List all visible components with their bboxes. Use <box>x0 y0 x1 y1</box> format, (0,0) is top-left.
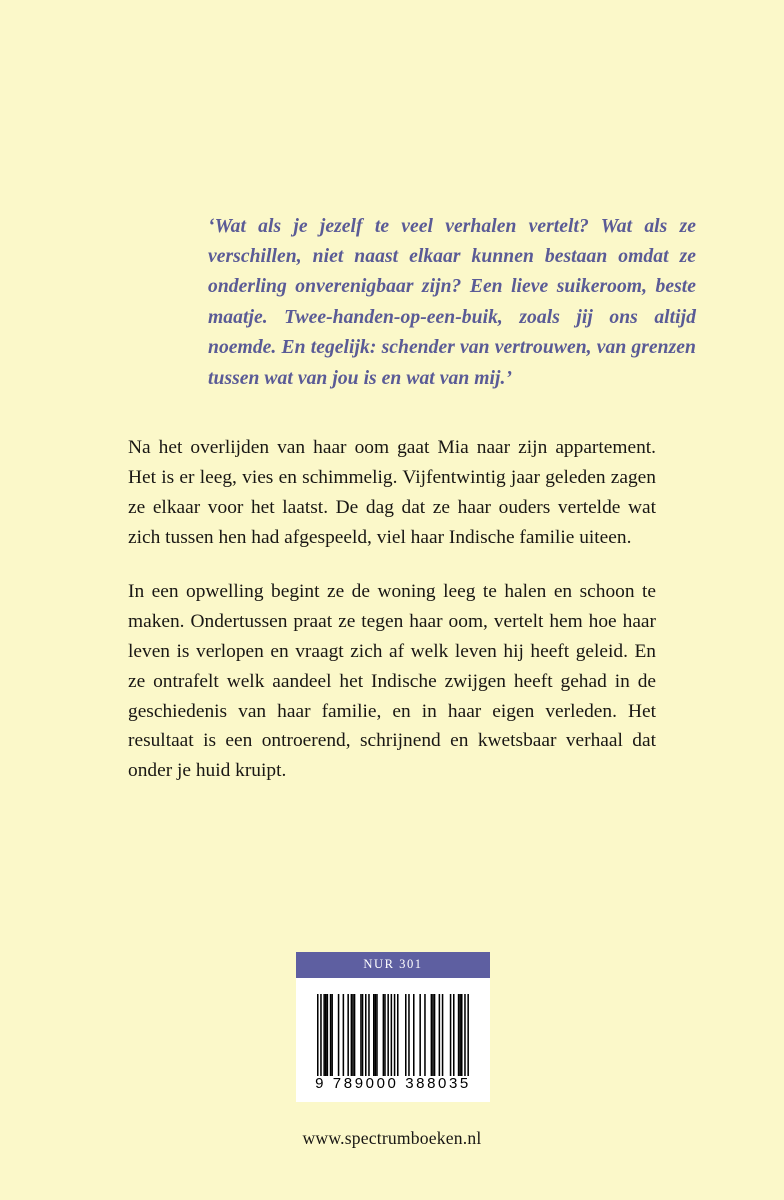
barcode-area <box>296 978 490 1102</box>
blurb-paragraph-1: Na het overlijden van haar oom gaat Mia naar zijn appartement. Het is er leeg, vies en schimmelig. Vijfentwintig jaar geleden zagen ze elkaar voor het laatst. De dag dat ze haar ouders vertelde wat zich tussen hen had afgespeeld, viel haar Indische familie uiteen. <box>128 437 656 548</box>
pull-quote: ‘Wat als je jezelf te veel verhalen vertelt? Wat als ze verschillen, niet naast elkaar kunnen bestaan omdat ze onderling onverenigbaar zijn? Een lieve suikeroom, beste maatje. Twee-handen-op-een-buik, zoals jij ons altijd noemde. En tegelijk: schender van vertrouwen, van grenzen tussen wat van jou is en wat van mij.’ <box>208 215 696 389</box>
barcode-block <box>296 952 490 1102</box>
blurb-paragraph-2: In een opwelling begint ze de woning leeg te halen en schoon te maken. Ondertussen praat ze tegen haar oom, vertelt hem hoe haar leven is verlopen en vraagt zich af welk leven hij heeft geleid. En ze ontrafelt welk aandeel het Indische zwijgen heeft gehad in de geschiedenis van haar familie, en in haar eigen verleden. Het resultaat is een ontroerend, schrijnend en kwetsbaar verhaal dat onder je huid kruipt. <box>128 581 656 782</box>
publisher-website: www.spectrumboeken.nl <box>302 1128 482 1148</box>
nur-code-banner: NUR 301 <box>296 952 490 978</box>
ean13-barcode-icon <box>317 994 469 1076</box>
barcode-number: 9 789000 388035 <box>315 1075 471 1092</box>
